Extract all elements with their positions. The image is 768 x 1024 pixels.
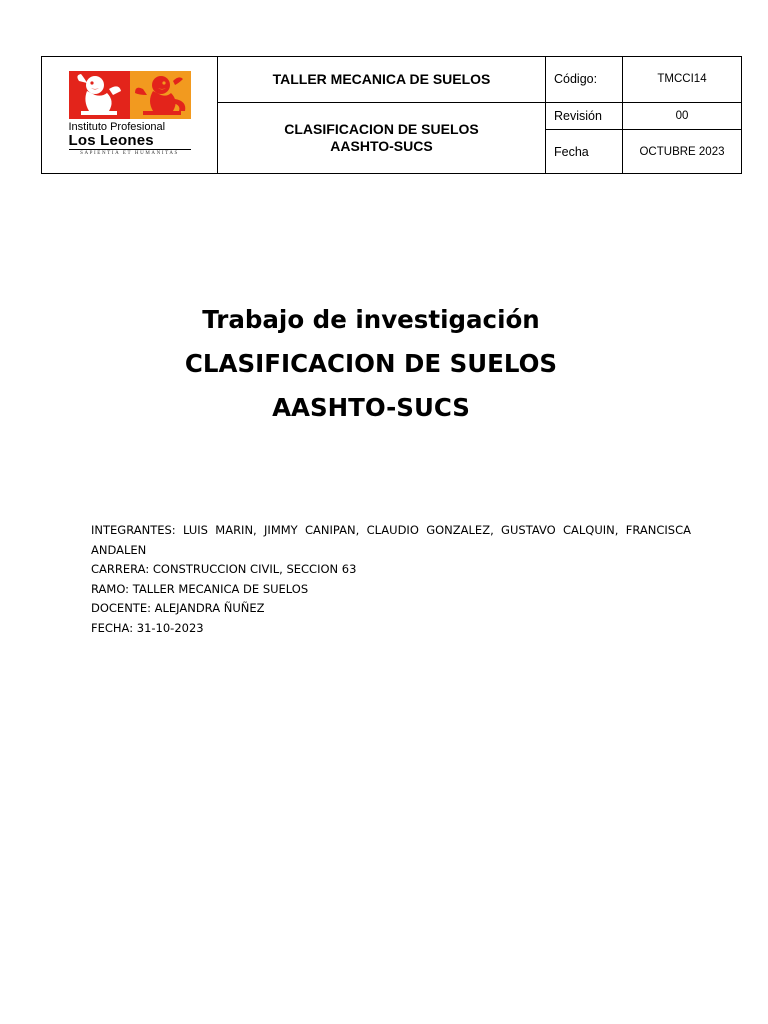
document-header-table (41, 56, 742, 174)
student-info (91, 521, 691, 638)
fecha-label: Fecha (546, 130, 623, 174)
fecha-line: FECHA: 31-10-2023 (91, 620, 204, 635)
cover-title-line1: Trabajo de investigación (202, 305, 540, 334)
logo-name-line: Los Leones (68, 132, 154, 149)
revision-label: Revisión (546, 102, 623, 129)
logo-divider (69, 149, 191, 150)
revision-value: 00 (623, 102, 742, 129)
course-title: TALLER MECANICA DE SUELOS (218, 57, 546, 103)
codigo-label: Código: (546, 57, 623, 103)
logo-cell (42, 57, 218, 174)
cover-title-line3: AASHTO-SUCS (272, 393, 470, 422)
cover-title-line2: CLASIFICACION DE SUELOS (184, 349, 558, 378)
institute-logo (69, 71, 191, 157)
document-title-line1: CLASIFICACION DE SUELOS (284, 120, 479, 137)
integrantes-line2: ANDALEN (91, 542, 147, 557)
document-title-line2: AASHTO-SUCS (330, 137, 433, 154)
fecha-value: OCTUBRE 2023 (623, 130, 742, 174)
document-title (218, 102, 546, 173)
integrantes-line1: INTEGRANTES: LUIS MARIN, JIMMY CANIPAN, CLAUDIO GONZALEZ, GUSTAVO CALQUIN, FRANCISCA (91, 523, 691, 537)
ramo-line: RAMO: TALLER MECANICA DE SUELOS (91, 581, 309, 596)
lions-emblem-icon (69, 71, 191, 119)
codigo-value: TMCCI14 (623, 57, 742, 103)
docente-line: DOCENTE: ALEJANDRA ÑUÑEZ (91, 601, 265, 615)
logo-institute-line: Instituto Profesional (68, 121, 166, 133)
logo-motto: SAPIENTIA ET HUMANITAS (80, 151, 179, 156)
carrera-line: CARRERA: CONSTRUCCION CIVIL, SECCION 63 (91, 562, 357, 576)
cover-title (0, 298, 742, 430)
